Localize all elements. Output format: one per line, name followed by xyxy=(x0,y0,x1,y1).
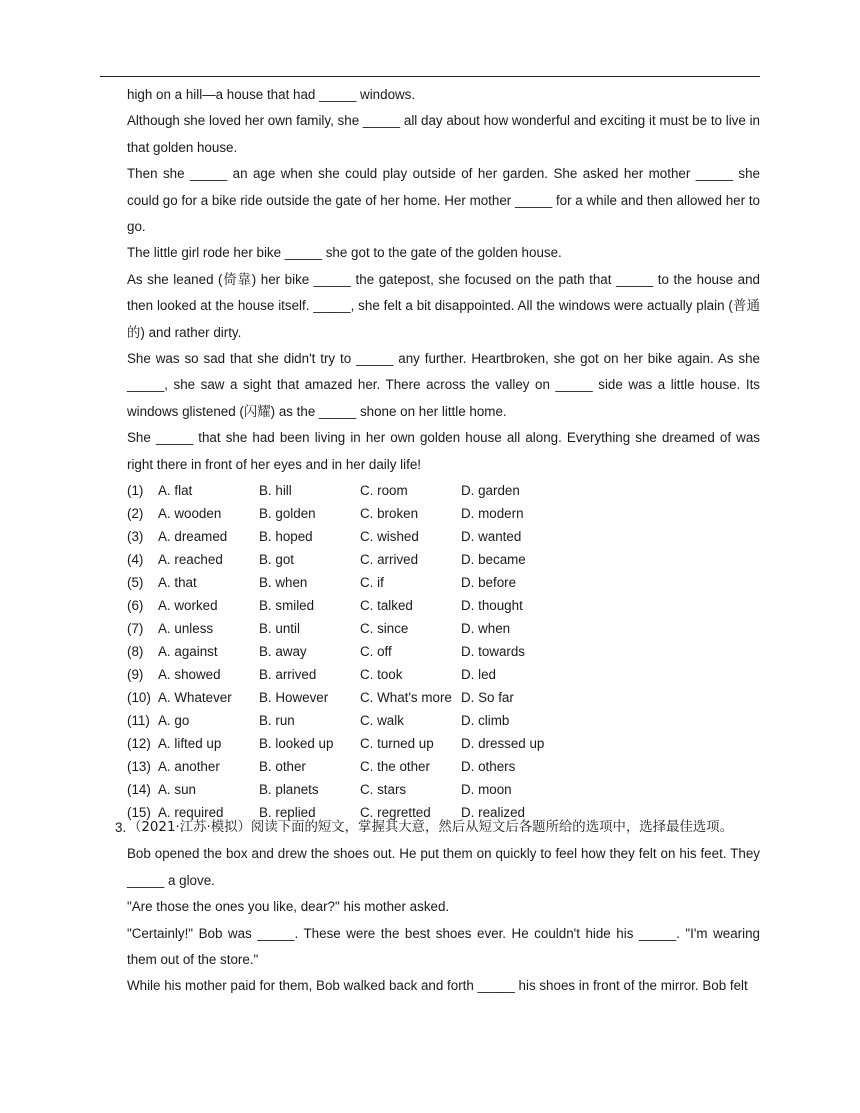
question-number: (3) xyxy=(127,529,144,545)
option-row xyxy=(127,640,581,663)
option-a: A. unless xyxy=(158,621,214,637)
passage-paragraph: She was so sad that she didn't try to _____ any further. Heartbroken, she got on her bike again. As she _____, she saw a sight that amazed her. There across the valley on _____ side was a little house. Its windows glistened (闪耀) as the _____ shone on her little home. xyxy=(127,351,760,419)
option-c: C. since xyxy=(360,621,409,637)
question-number: (4) xyxy=(127,552,144,568)
option-b: B. planets xyxy=(259,782,319,798)
option-a: A. Whatever xyxy=(158,690,232,706)
option-b: B. smiled xyxy=(259,598,315,614)
passage-paragraph: "Are those the ones you like, dear?" his mother asked. xyxy=(127,899,450,915)
option-b: B. golden xyxy=(259,506,316,522)
passage xyxy=(127,82,760,824)
option-row xyxy=(127,709,581,732)
passage-paragraph: "Certainly!" Bob was _____. These were the best shoes ever. He couldn't hide his _____. "I'm wearing them out of the store." xyxy=(127,925,760,968)
option-b: B. However xyxy=(259,690,329,706)
option-d: D. realized xyxy=(461,805,526,821)
option-c: C. took xyxy=(360,667,403,683)
passage-paragraph: As she leaned (倚靠) her bike _____ the gatepost, she focused on the path that _____ to the house and then looked at the house itself. _____, she felt a bit disappointed. All the windows were actually plain (普通的) and rather dirty. xyxy=(127,271,760,340)
question-number: (7) xyxy=(127,621,144,637)
option-d: D. So far xyxy=(461,690,514,706)
option-c: C. stars xyxy=(360,782,407,798)
question-number: (2) xyxy=(127,506,144,522)
question-number: (6) xyxy=(127,598,144,614)
option-d: D. led xyxy=(461,667,496,683)
option-d: D. when xyxy=(461,621,511,637)
options-table xyxy=(127,479,581,824)
option-a: A. that xyxy=(158,575,197,591)
question-number: (10) xyxy=(127,690,151,706)
option-d: D. others xyxy=(461,759,516,775)
option-b: B. hoped xyxy=(259,529,313,545)
option-row xyxy=(127,548,581,571)
question-number: (15) xyxy=(127,805,151,821)
option-b: B. looked up xyxy=(259,736,334,752)
option-a: A. wooden xyxy=(158,506,222,522)
passage-paragraph: Then she _____ an age when she could play outside of her garden. She asked her mother _____ she could go for a bike ride outside the gate of her home. Her mother _____ for a while and then allowed her to go. xyxy=(127,166,760,235)
option-row xyxy=(127,479,581,502)
question-number: (11) xyxy=(127,713,150,729)
option-d: D. before xyxy=(461,575,517,591)
option-a: A. worked xyxy=(158,598,218,614)
option-d: D. garden xyxy=(461,483,520,499)
option-c: C. if xyxy=(360,575,384,591)
question-3-header xyxy=(115,815,760,841)
option-a: A. another xyxy=(158,759,220,775)
option-d: D. thought xyxy=(461,598,523,614)
header-rule xyxy=(100,76,760,77)
passage-paragraph: She _____ that she had been living in her own golden house all along. Everything she dreamed of was right there in front of her eyes and in her daily life! xyxy=(127,430,760,472)
passage-paragraph: The little girl rode her bike _____ she got to the gate of the golden house. xyxy=(127,245,562,261)
question-number: (9) xyxy=(127,667,144,683)
option-c: C. arrived xyxy=(360,552,419,568)
option-c: C. room xyxy=(360,483,408,499)
option-c: C. talked xyxy=(360,598,413,614)
option-a: A. flat xyxy=(158,483,193,499)
option-c: C. What's more xyxy=(360,690,452,706)
passage-paragraph: Bob opened the box and drew the shoes out. He put them on quickly to feel how they felt on his feet. They _____ a glove. xyxy=(127,846,760,888)
question-number: (13) xyxy=(127,759,151,775)
question-number: (8) xyxy=(127,644,144,660)
option-c: C. the other xyxy=(360,759,430,775)
option-row xyxy=(127,502,581,525)
option-a: A. reached xyxy=(158,552,223,568)
option-row xyxy=(127,686,581,709)
question-3-passage xyxy=(127,841,760,999)
option-c: C. broken xyxy=(360,506,419,522)
option-c: C. walk xyxy=(360,713,404,729)
option-d: D. towards xyxy=(461,644,525,660)
option-a: A. showed xyxy=(158,667,221,683)
option-a: A. go xyxy=(158,713,190,729)
question-number: (14) xyxy=(127,782,151,798)
option-d: D. became xyxy=(461,552,526,568)
option-c: C. regretted xyxy=(360,805,431,821)
option-a: A. lifted up xyxy=(158,736,222,752)
question-number: (12) xyxy=(127,736,151,752)
option-row xyxy=(127,571,581,594)
question-number: (1) xyxy=(127,483,144,499)
question-instruction: （2021·江苏·模拟）阅读下面的短文，掌握其大意，然后从短文后各题所给的选项中，选择最佳选项。 xyxy=(128,820,733,835)
option-a: A. required xyxy=(158,805,224,821)
option-b: B. got xyxy=(259,552,294,568)
question-number: (5) xyxy=(127,575,144,591)
option-row xyxy=(127,617,581,640)
option-a: A. against xyxy=(158,644,218,660)
passage-paragraph: high on a hill—a house that had _____ windows. xyxy=(127,87,416,102)
passage-paragraph: Although she loved her own family, she _____ all day about how wonderful and exciting it must be to live in that golden house. xyxy=(127,113,760,155)
option-b: B. arrived xyxy=(259,667,317,683)
option-a: A. dreamed xyxy=(158,529,228,545)
option-b: B. other xyxy=(259,759,306,775)
option-c: C. off xyxy=(360,644,392,660)
option-d: D. wanted xyxy=(461,529,522,545)
option-d: D. dressed up xyxy=(461,736,545,752)
option-b: B. replied xyxy=(259,805,316,821)
option-a: A. sun xyxy=(158,782,196,798)
option-row xyxy=(127,732,581,755)
option-row xyxy=(127,663,581,686)
option-b: B. run xyxy=(259,713,295,729)
option-c: C. wished xyxy=(360,529,419,545)
option-b: B. until xyxy=(259,621,300,637)
option-b: B. away xyxy=(259,644,307,660)
option-b: B. when xyxy=(259,575,308,591)
option-c: C. turned up xyxy=(360,736,434,752)
option-d: D. modern xyxy=(461,506,524,522)
passage-paragraph: While his mother paid for them, Bob walked back and forth _____ his shoes in front of the mirror. Bob felt xyxy=(127,978,748,994)
option-row xyxy=(127,778,581,801)
option-b: B. hill xyxy=(259,483,292,499)
option-d: D. climb xyxy=(461,713,510,729)
option-row xyxy=(127,525,581,548)
question-number: 3. xyxy=(115,820,127,835)
option-d: D. moon xyxy=(461,782,512,798)
option-row xyxy=(127,755,581,778)
option-row xyxy=(127,594,581,617)
question-3 xyxy=(115,815,760,1000)
